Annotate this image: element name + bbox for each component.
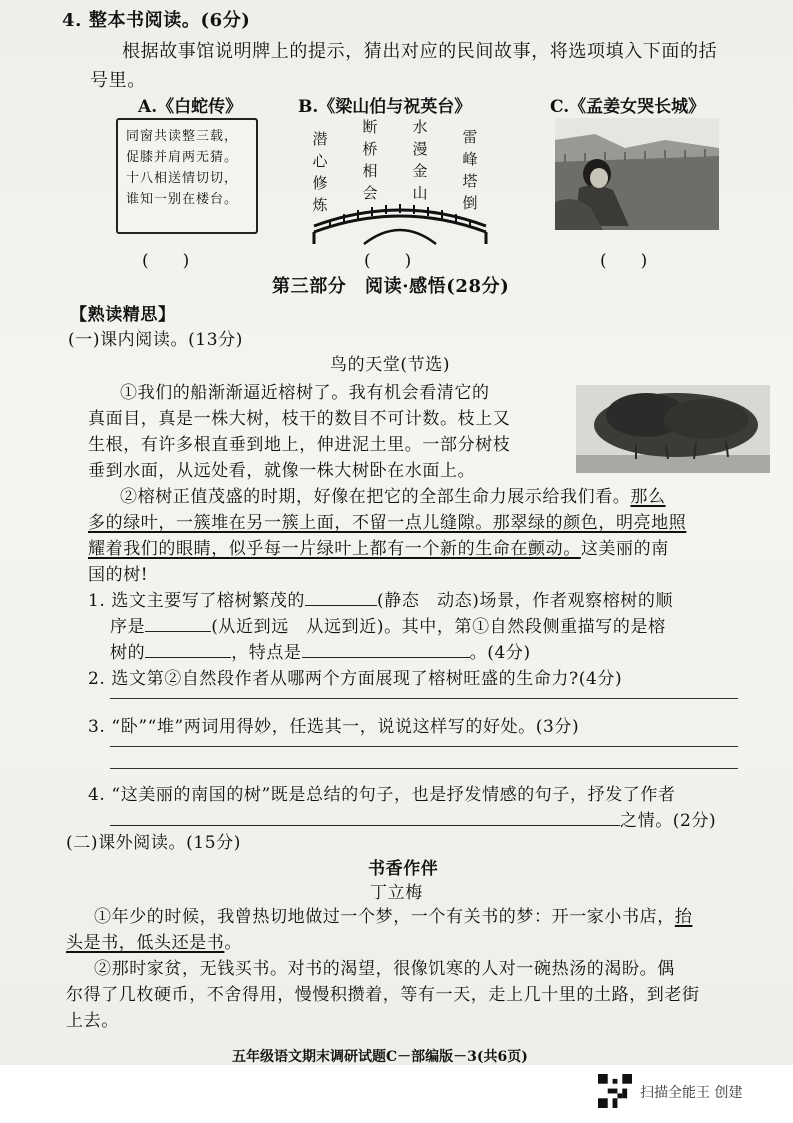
question-2: 2. 选文第②自然段作者从哪两个方面展现了榕树旺盛的生命力?(4分) xyxy=(88,669,623,689)
question-3: 3. “卧”“堆”两词用得妙，任选其一，说说这样写的好处。(3分) xyxy=(88,717,580,737)
q4-instruction-line1: 根据故事馆说明牌上的提示，猜出对应的民间故事，将选项填入下面的括 xyxy=(122,41,718,62)
question-1-line2 xyxy=(110,612,666,637)
s2-p1-line2-underlined: 头是书，低头还是书 xyxy=(66,933,225,953)
story-card-a xyxy=(116,118,258,234)
sub1-title: (一)课内阅读。(13分) xyxy=(68,330,243,350)
s2-p1-line1 xyxy=(94,902,692,927)
q1-text-e: 树的 xyxy=(110,643,146,663)
p2-line1-text: ②榕树正值茂盛的时期，好像在把它的全部生命力展示给我们看。 xyxy=(120,487,631,507)
bridge-text-col-3: 水漫金山 xyxy=(412,118,428,202)
option-b-label: B.《梁山伯与祝英台》 xyxy=(298,97,472,117)
passage1-title: 鸟的天堂(节选) xyxy=(330,355,451,375)
p1-line3: 生根，有许多根直垂到地上，伸进泥土里。一部分树枝 xyxy=(88,435,511,455)
s2-p1-text: ①年少的时候，我曾热切地做过一个梦，一个有关书的梦：开一家小书店， xyxy=(94,907,675,927)
card-line: 促膝并肩两无猜。 xyxy=(126,150,239,165)
great-wall-picture xyxy=(555,118,719,230)
card-line: 同窗共读整三载， xyxy=(126,129,239,144)
s2-p1-underlined: 抬 xyxy=(674,907,693,927)
answer-line-q3b[interactable] xyxy=(110,768,738,769)
bridge-text-col-1: 潜心修炼 xyxy=(312,130,328,214)
q4-instruction-line2: 号里。 xyxy=(90,70,146,91)
s2-p2-line3: 上去。 xyxy=(66,1011,119,1031)
s2-p1-line2 xyxy=(66,928,242,953)
card-line: 十八相送情切切， xyxy=(126,171,239,186)
answer-line-q3a[interactable] xyxy=(110,746,738,747)
q1-text-d: (从近到远 从远到近)。其中，第①自然段侧重描写的是榕 xyxy=(211,617,666,637)
q1-blank-2[interactable] xyxy=(145,617,211,632)
q1-text-g: 。(4分) xyxy=(469,643,531,663)
p2-line3 xyxy=(88,534,669,559)
option-c-label: C.《孟姜女哭长城》 xyxy=(550,97,706,117)
bridge-illustration xyxy=(310,196,490,246)
s2-p2-line2: 尔得了几枚硬币，不舍得用，慢慢积攒着，等有一天，走上几十里的土路，到老街 xyxy=(66,985,700,1005)
q4-text-b: 之情。(2分) xyxy=(620,811,717,831)
qr-code-icon xyxy=(598,1074,632,1108)
q1-blank-1[interactable] xyxy=(305,591,377,606)
section-tag: 【熟读精思】 xyxy=(70,305,176,325)
card-line: 谁知一别在楼台。 xyxy=(126,192,239,207)
q1-blank-3[interactable] xyxy=(145,643,231,658)
answer-line-q2[interactable] xyxy=(110,698,738,699)
q1-blank-4[interactable] xyxy=(302,643,470,658)
sub2-title: (二)课外阅读。(15分) xyxy=(66,833,241,853)
passage2-author: 丁立梅 xyxy=(370,883,423,903)
q1-text-f: ，特点是 xyxy=(231,643,302,663)
p1-line1: ①我们的船渐渐逼近榕树了。我有机会看清它的 xyxy=(120,383,490,403)
p1-line4: 垂到水面，从远处看，就像一株大树卧在水面上。 xyxy=(88,461,476,481)
question-4-line1: 4. “这美丽的南国的树”既是总结的句子，也是抒发情感的句子，抒发了作者 xyxy=(88,785,676,805)
q4-title: 4. 整本书阅读。(6分) xyxy=(62,10,251,31)
part3-title: 第三部分 阅读·感悟(28分) xyxy=(272,276,510,297)
s2-p1-line2-text: 。 xyxy=(224,933,243,953)
bridge-text-col-2: 断桥相会 xyxy=(362,118,378,202)
answer-paren-a[interactable]: ( ) xyxy=(142,251,190,271)
scanner-credit: 扫描全能王 创建 xyxy=(640,1085,743,1101)
question-1-line3 xyxy=(110,638,531,663)
answer-paren-b[interactable]: ( ) xyxy=(364,251,412,271)
p2-line2: 多的绿叶，一簇堆在另一簇上面，不留一点儿缝隙。那翠绿的颜色，明亮地照 xyxy=(88,513,687,533)
q1-text-a: 1. 选文主要写了榕树繁茂的 xyxy=(88,591,306,611)
passage2-title: 书香作伴 xyxy=(368,859,439,879)
question-1-line1 xyxy=(88,586,673,611)
p2-line1 xyxy=(120,482,666,507)
s2-p2-line1: ②那时家贫，无钱买书。对书的渴望，很像饥寒的人对一碗热汤的渴盼。偶 xyxy=(94,959,675,979)
page-footer-label: 五年级语文期末调研试题C－部编版－3(共6页) xyxy=(232,1049,528,1065)
q1-text-c: 序是 xyxy=(110,617,146,637)
p2-line4: 国的树! xyxy=(88,565,149,585)
bridge-text-col-4: 雷峰塔倒 xyxy=(462,128,478,212)
banyan-tree-picture xyxy=(576,385,770,473)
p2-line3-underlined: 耀着我们的眼睛，似乎每一片绿叶上都有一个新的生命在颤动。 xyxy=(88,539,581,559)
p2-line1-underlined: 那么 xyxy=(630,487,666,507)
p1-line2: 真面目，真是一株大树，枝干的数目不可计数。枝上又 xyxy=(88,409,511,429)
answer-paren-c[interactable]: ( ) xyxy=(600,251,648,271)
option-a-label: A.《白蛇传》 xyxy=(138,97,243,117)
q1-text-b: (静态 动态)场景，作者观察榕树的顺 xyxy=(377,591,674,611)
p2-line3-text: 这美丽的南 xyxy=(580,539,669,559)
q4-blank[interactable] xyxy=(110,811,620,826)
